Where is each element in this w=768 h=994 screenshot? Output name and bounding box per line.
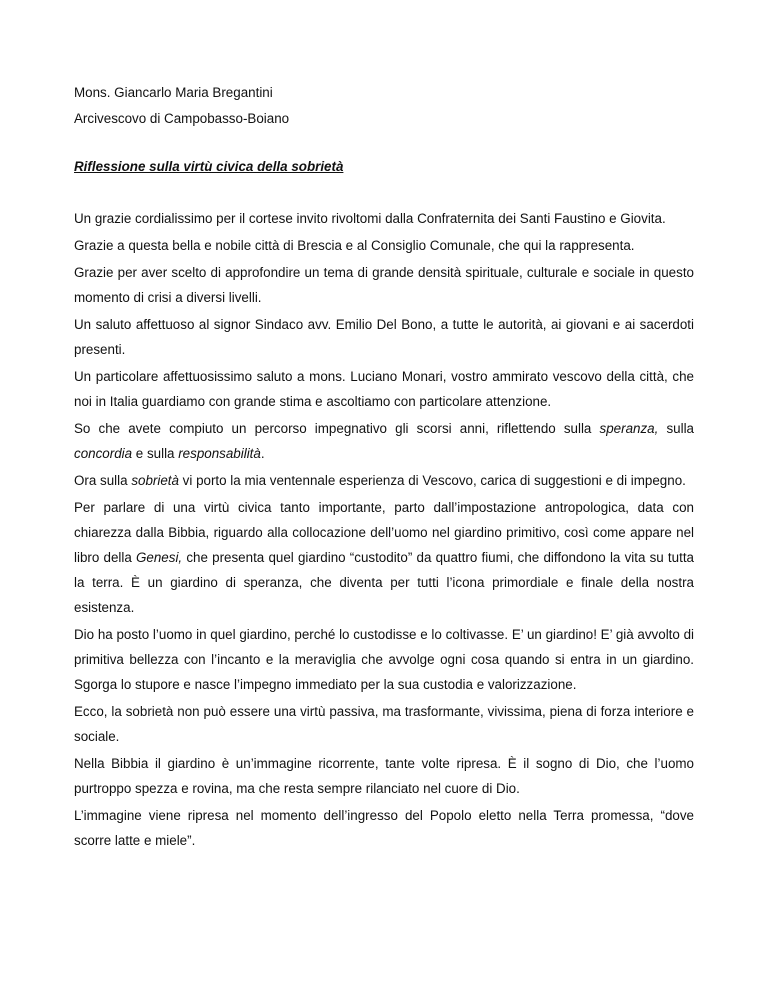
text-run: che presenta quel giardino “custodito” da quattro fiumi, che diffondono la vita su tutta la terra. È un giardino di speranza, che diventa per tutti l’icona primordiale e finale della nostra esistenza. [74,550,694,615]
text-run: e sulla [132,446,179,461]
emphasis-concordia: concordia [74,446,133,461]
document-body [74,206,694,853]
document-title: Riflessione sulla virtù civica della sobrietà [74,159,344,174]
text-run: . [260,446,265,461]
paragraph: Grazie per aver scelto di approfondire un tema di grande densità spirituale, culturale e sociale in questo momento di crisi a diversi livelli. [74,265,694,305]
emphasis-responsabilita: responsabilità [178,446,261,461]
paragraph [74,468,694,493]
paragraph [74,495,694,620]
text-run: sulla [658,421,694,436]
paragraph: L’immagine viene ripresa nel momento dell’ingresso del Popolo eletto nella Terra promessa, “dove scorre latte e miele”. [74,808,694,848]
paragraph: Un particolare affettuosissimo saluto a mons. Luciano Monari, vostro ammirato vescovo della città, che noi in Italia guardiamo con grande stima e ascoltiamo con particolare attenzione. [74,369,694,409]
paragraph: Dio ha posto l’uomo in quel giardino, perché lo custodisse e lo coltivasse. E’ un giardino! E’ già avvolto di primitiva bellezza con l’incanto e la meraviglia che avvolge ogni cosa quando si entra in un giardino. Sgorga lo stupore e nasce l’impegno immediato per la sua custodia e valorizzazione. [74,627,694,692]
paragraph: Un saluto affettuoso al signor Sindaco avv. Emilio Del Bono, a tutte le autorità, ai giovani e ai sacerdoti presenti. [74,317,694,357]
document-page [74,80,694,855]
text-run: Ora sulla [74,473,132,488]
paragraph [74,416,694,466]
author-name: Mons. Giancarlo Maria Bregantini [74,85,273,100]
emphasis-sobrieta: sobrietà [131,473,179,488]
text-run: Per parlare di una virtù civica tanto importante, parto dall’impostazione antropologica, data con chiarezza dalla Bibbia, riguardo alla collocazione dell’uomo nel giardino primitivo, così come appare nel libro della [74,500,694,565]
text-run: vi porto la mia ventennale esperienza di Vescovo, carica di suggestioni e di impegno. [178,473,686,488]
paragraph: Grazie a questa bella e nobile città di Brescia e al Consiglio Comunale, che qui la rappresenta. [74,238,635,253]
emphasis-speranza: speranza, [599,421,659,436]
author-role: Arcivescovo di Campobasso-Boiano [74,111,290,126]
emphasis-genesi: Genesi, [136,550,183,565]
paragraph: Nella Bibbia il giardino è un’immagine ricorrente, tante volte ripresa. È il sogno di Dio, che l’uomo purtroppo spezza e rovina, ma che resta sempre rilanciato nel cuore di Dio. [74,756,694,796]
text-run: So che avete compiuto un percorso impegnativo gli scorsi anni, riflettendo sulla [74,421,600,436]
paragraph: Un grazie cordialissimo per il cortese invito rivoltomi dalla Confraternita dei Santi Faustino e Giovita. [74,211,666,226]
paragraph: Ecco, la sobrietà non può essere una virtù passiva, ma trasformante, vivissima, piena di forza interiore e sociale. [74,704,694,744]
